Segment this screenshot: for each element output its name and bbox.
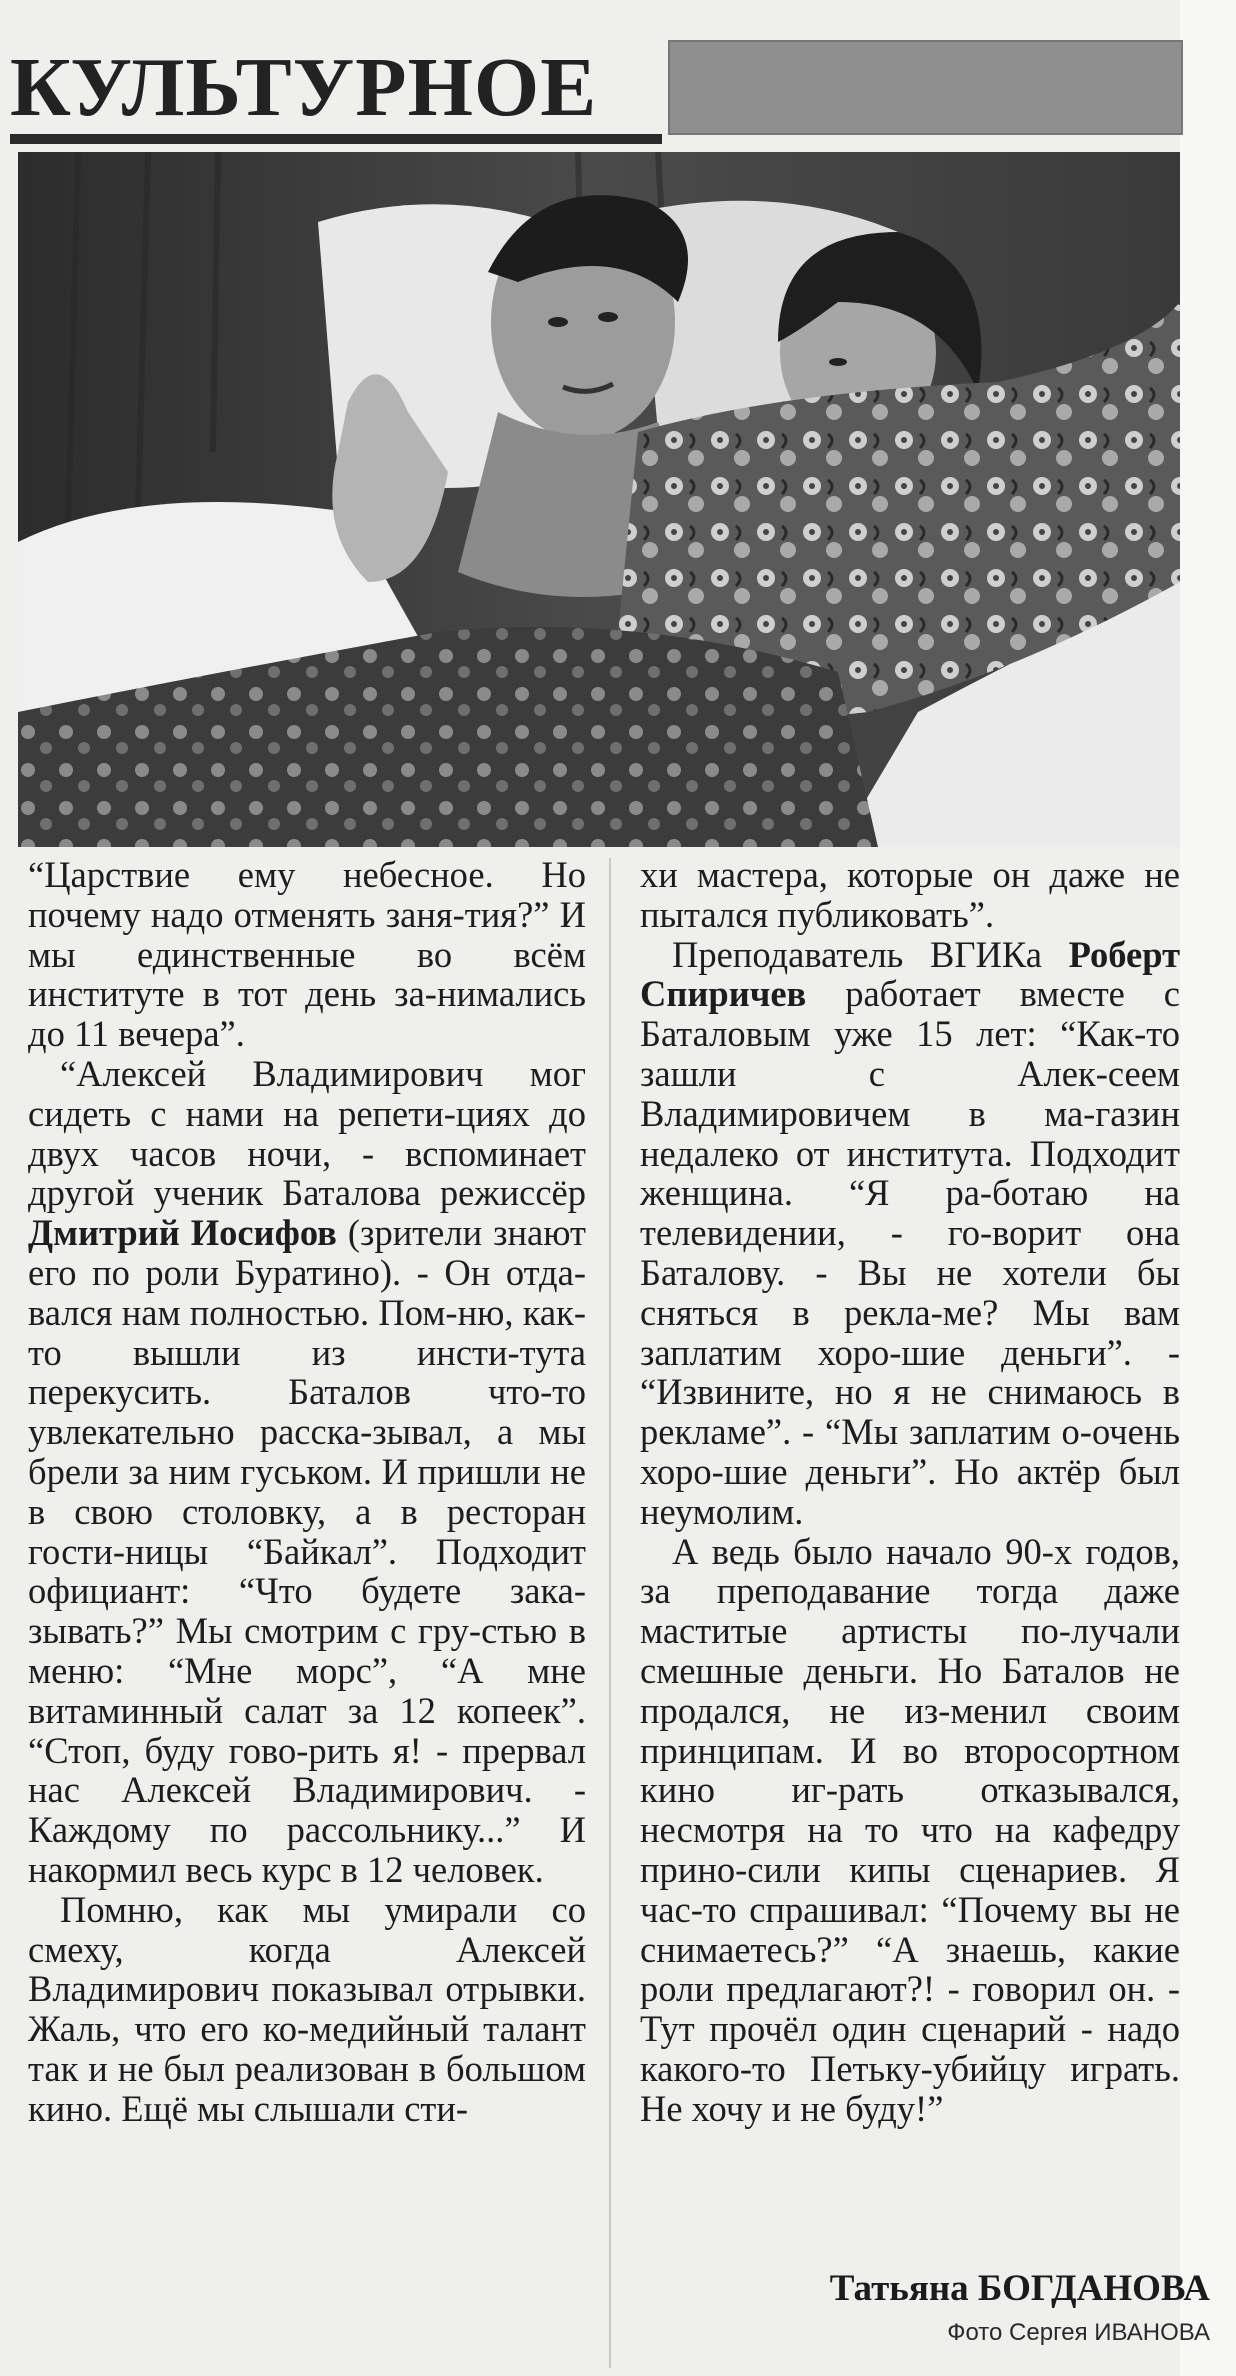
column-divider xyxy=(609,858,611,2368)
paragraph-text: (зрители знают его по роли Буратино). - Он отда-вался нам полностью. Пом-ню, как-то вышли из инсти-тута перекусить. Баталов что-то увлекательно расска-зывал, а мы брели за ним гуськом. И пришли не в свою столовку, а в ресторан гости-ницы “Байкал”. Подходит официант: “Что будете зака-зывать?” Мы смотрим с гру-стью в меню: “Мне морс”, “А мне витаминный салат за 12 копеек”. “Стоп, буду гово-рить я! - прервал нас Алексей Владимирович. - Каждому по рассольнику...” И накормил весь курс в 12 человек. xyxy=(28,1212,586,1890)
paragraph-text: “Алексей Владимирович мог сидеть с нами на репети-циях до двух часов ночи, - вспоминает другой ученик Баталова режиссёр xyxy=(28,1052,586,1214)
paragraph xyxy=(28,1054,586,1890)
section-title-underline xyxy=(10,134,662,144)
person-name: Роберт Спиричев xyxy=(640,933,1180,1015)
paragraph: А ведь было начало 90-х годов, за преподавание тогда даже маститые артисты по-лучали смешные деньги. Но Баталов не продался, не из-менил своим принципам. И во второсортном кино иг-рать отказывался, несмотря на то что на кафедру прино-сили кипы сценариев. Я час-то спрашивал: “Почему вы не снимаетесь?” “А знаешь, какие роли предлагают?! - говорил он. - Тут прочёл один сценарий - надо какого-то Петьку-убийцу играть. Не хочу и не буду!” xyxy=(640,1530,1180,2129)
article-photo xyxy=(18,152,1180,847)
paragraph-text: Преподаватель ВГИКа xyxy=(672,933,1069,975)
photo-illustration xyxy=(18,152,1180,847)
paragraph-text: работает вместе с Баталовым уже 15 лет: “Как-то зашли с Алек-сеем Владимировичем в ма-газин недалеко от института. Подходит женщина. “Я ра-ботаю на телевидении, - го-ворит она Баталову. - Вы не хотели бы сняться в рекла-ме? Мы вам заплатим хоро-шие деньги”. - “Извините, но я не снимаюсь в рекламе”. - “Мы заплатим о-очень хоро-шие деньги”. Но актёр был неумолим. xyxy=(640,973,1180,1532)
paragraph: хи мастера, которые он даже не пытался публиковать”. xyxy=(640,854,1180,935)
author-signature: Татьяна БОГДАНОВА xyxy=(829,2268,1210,2309)
paragraph: Помню, как мы умирали со смеху, когда Алексей Владимирович показывал отрывки. Жаль, что его ко-медийный талант так и не был реализован в большом кино. Ещё мы слышали сти- xyxy=(28,1888,586,2129)
photo-credit: Фото Сергея ИВАНОВА xyxy=(947,2319,1210,2346)
section-header-bar xyxy=(668,40,1183,135)
article-column-left xyxy=(28,855,586,2129)
article-column-right xyxy=(640,855,1180,2129)
paragraph: “Царствие ему небесное. Но почему надо отменять заня-тия?” И мы единственные во всём институте в тот день за-нимались до 11 вечера”. xyxy=(28,854,586,1055)
paragraph xyxy=(640,935,1180,1532)
person-name: Дмитрий Иосифов xyxy=(28,1212,337,1254)
section-title: КУЛЬТУРНОЕ xyxy=(10,41,598,134)
page-margin xyxy=(1180,0,1236,2376)
